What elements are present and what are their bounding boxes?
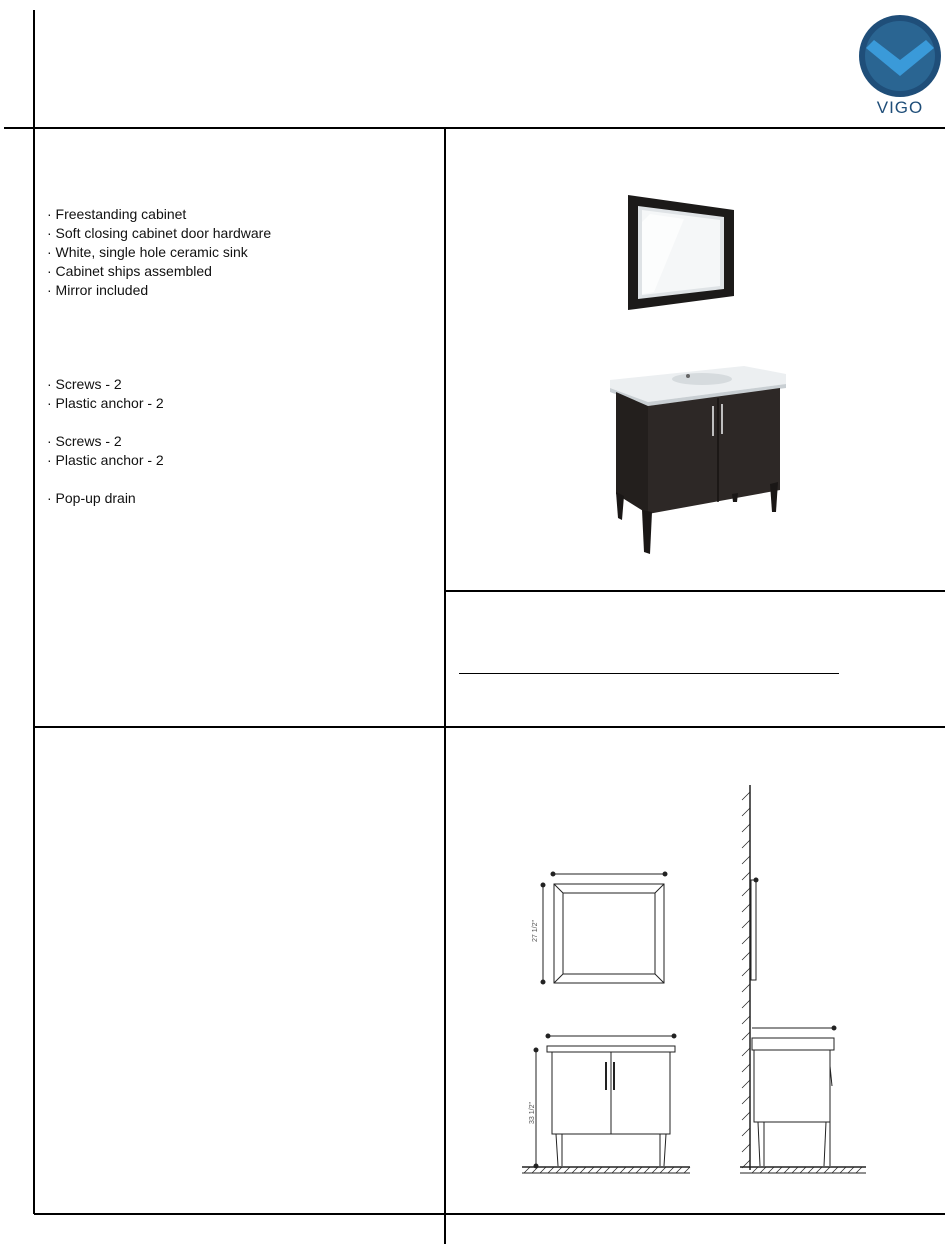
middle-horizontal-rule — [34, 726, 945, 728]
feature-item: · Freestanding cabinet — [47, 206, 187, 222]
included-parts-list — [47, 375, 164, 508]
mirror-photo — [624, 192, 738, 312]
right-section-divider — [445, 590, 945, 592]
center-vertical-rule — [444, 128, 446, 1244]
feature-item: · White, single hole ceramic sink — [47, 244, 248, 260]
vigo-logo — [856, 12, 944, 120]
vanity-height-label: 33 1/2" — [529, 1102, 536, 1124]
signature-line — [459, 673, 839, 674]
part-item: · Plastic anchor - 2 — [47, 395, 164, 411]
logo-wordmark: VIGO — [876, 98, 924, 117]
part-item: · Screws - 2 — [47, 376, 122, 392]
bottom-horizontal-rule — [34, 1213, 945, 1215]
vanity-photo — [604, 362, 790, 556]
part-item: · Plastic anchor - 2 — [47, 452, 164, 468]
part-item: · Screws - 2 — [47, 433, 122, 449]
technical-drawing — [500, 770, 890, 1190]
part-item: · Pop-up drain — [47, 490, 136, 506]
mirror-front-view — [532, 872, 667, 984]
vanity-front-view — [522, 1034, 690, 1173]
feature-item: · Soft closing cabinet door hardware — [47, 225, 272, 241]
feature-item: · Cabinet ships assembled — [47, 263, 212, 279]
left-vertical-rule — [33, 10, 35, 1214]
side-view — [740, 785, 866, 1173]
feature-item: · Mirror included — [47, 282, 149, 298]
header-divider — [4, 127, 945, 129]
features-list — [47, 205, 271, 300]
mirror-height-label: 27 1/2" — [532, 920, 539, 942]
